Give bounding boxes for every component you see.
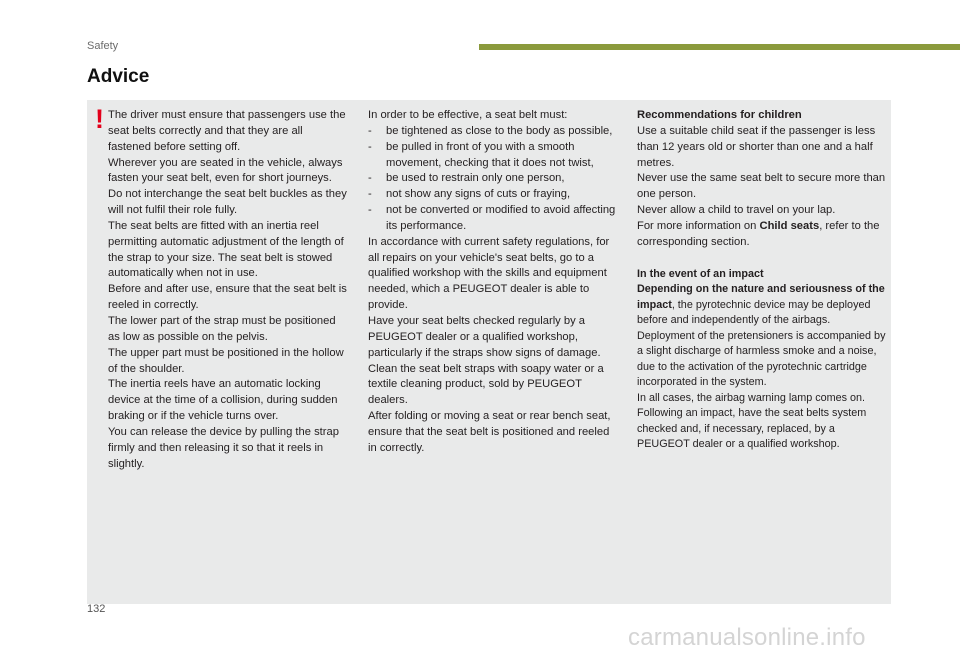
paragraph: Before and after use, ensure that the seat belt is reeled in correctly. [108,283,347,312]
paragraph: The lower part of the strap must be positioned as low as possible on the pelvis. [108,314,336,343]
paragraph: Never use the same seat belt to secure more than one person. [637,172,886,201]
list-item: - not be converted or modified to avoid affecting its performance. [368,204,616,232]
paragraph: Wherever you are seated in the vehicle, always fasten your seat belt, even for short journeys. [108,156,343,185]
list-item: - be pulled in front of you with a smooth movement, checking that it does not twist, [368,140,594,169]
paragraph: Depending on the nature and seriousness of the impact, the pyrotechnic device may be deployed before and independently of the airbags. Deployment of the pretensioners is accompanied by a slight discharge of harmless smoke and a noise, due to the activation of the pyrotechnic cartridge incorporated in the system. [637,283,886,389]
list-item: - be tightened as close to the body as possible, [368,124,613,137]
impact-heading: In the event of an impact [637,267,764,280]
paragraph: You can release the device by pulling the strap firmly and then releasing it so that it reels in slightly. [108,425,339,470]
paragraph: The seat belts are fitted with an inertia reel permitting automatic adjustment of the length of the strap to your size. The seat belt is stowed automatically when not in use. [108,219,344,280]
impact-section [637,267,887,453]
column-effectiveness [368,108,620,457]
children-heading: Recommendations for children [637,109,802,121]
page-title: Advice [87,66,150,87]
watermark: carmanualsonline.info [628,624,866,651]
paragraph: The upper part must be positioned in the hollow of the shoulder. [108,346,344,375]
paragraph: The driver must ensure that passengers use the seat belts correctly and that they are all fastened before setting off. [108,109,346,153]
paragraph: In accordance with current safety regulations, for all repairs on your vehicle's seat belts, go to a qualified workshop with the skills and equipment needed, which a PEUGEOT dealer is able to provide. [368,235,610,312]
warning-icon: ! [95,104,104,134]
paragraph: Use a suitable child seat if the passenger is less than 12 years old or shorter than one and a half metres. [637,124,876,169]
section-label: Safety [87,40,119,52]
paragraph: Never allow a child to travel on your lap. [637,204,836,217]
child-seats-reference: For more information on Child seats, refer to the corresponding section. [637,219,880,248]
list-intro: In order to be effective, a seat belt must: [368,109,568,121]
paragraph: Do not interchange the seat belt buckles as they will not fulfil their role fully. [108,188,347,217]
paragraph: In all cases, the airbag warning lamp comes on. [637,391,866,404]
column-children-and-impact [637,108,887,453]
paragraph: The inertia reels have an automatic locking device at the time of a collision, during sudden braking or if the vehicle turns over. [108,378,338,423]
column-seat-belt-use [108,108,348,472]
paragraph: Clean the seat belt straps with soapy water or a textile cleaning product, sold by PEUGEOT dealers. [368,362,604,407]
list-item: - be used to restrain only one person, [368,172,565,185]
list-item: - not show any signs of cuts or fraying, [368,188,571,201]
paragraph: Following an impact, have the seat belts system checked and, if necessary, replaced, by a PEUGEOT dealer or a qualified workshop. [637,407,867,451]
section-accent-bar [479,44,960,50]
paragraph: Have your seat belts checked regularly by a PEUGEOT dealer or a qualified workshop, particularly if the straps show signs of damage. [368,314,601,359]
page-number: 132 [87,603,106,615]
paragraph: After folding or moving a seat or rear bench seat, ensure that the seat belt is positioned and reeled in correctly. [368,410,611,454]
